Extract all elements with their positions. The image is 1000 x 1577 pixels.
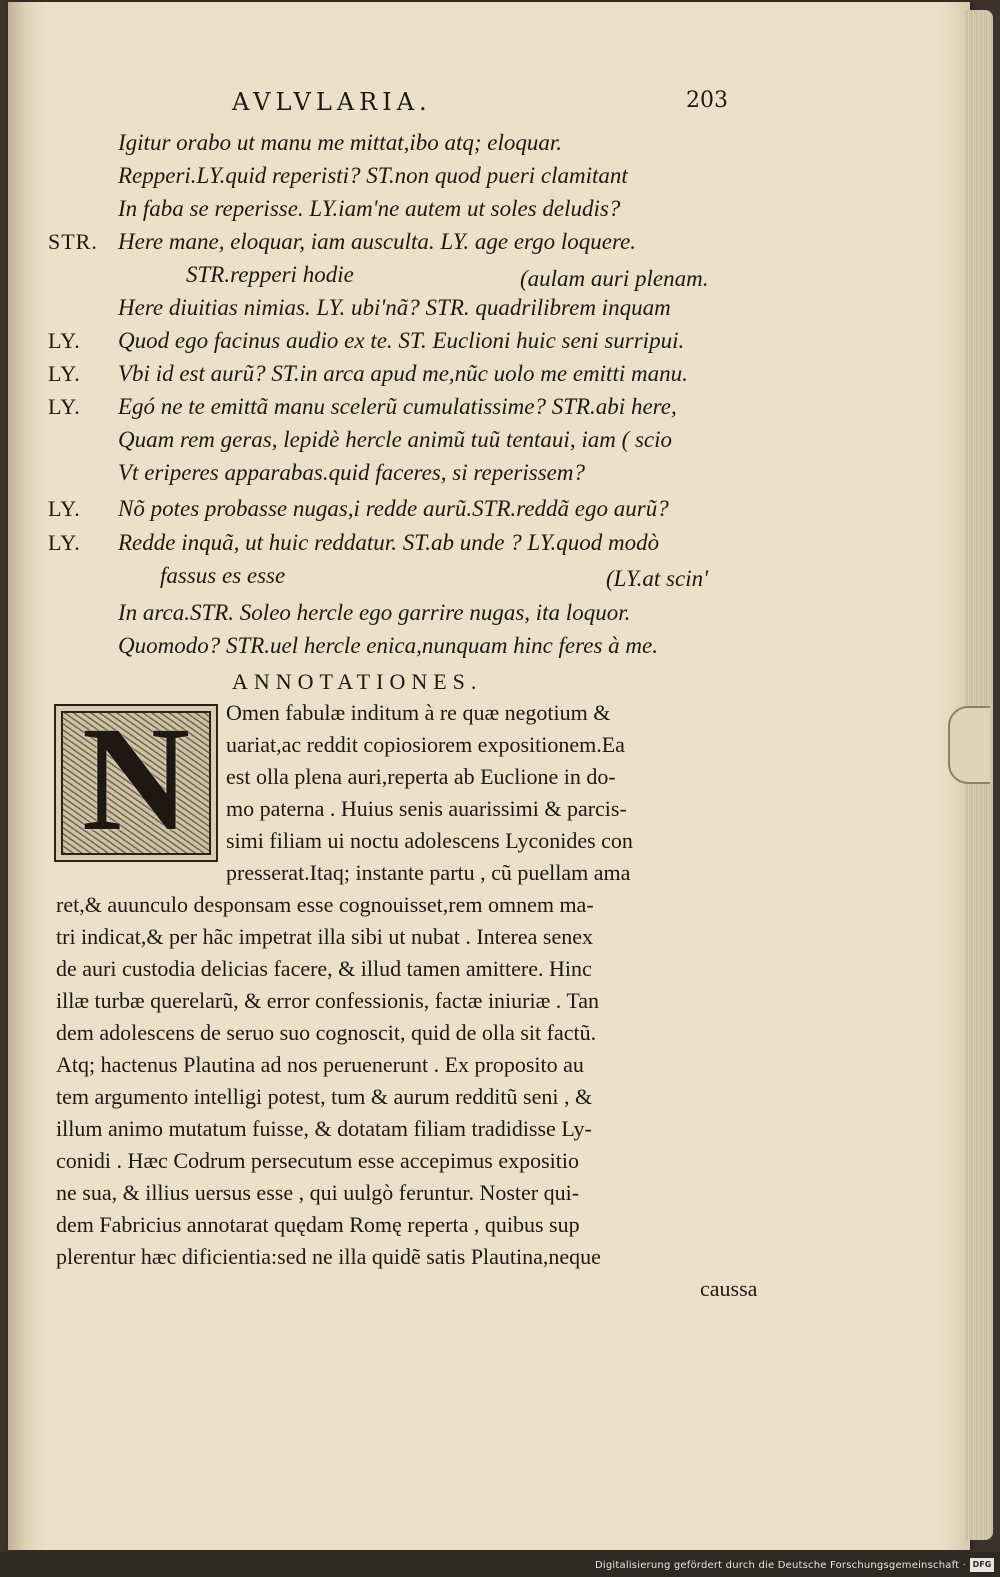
- running-title: AVLVLARIA.: [232, 88, 432, 116]
- dfg-logo: DFG: [970, 1558, 994, 1572]
- prose-line: illum animo mutatum fuisse, & dotatam filiam tradidisse Ly-: [56, 1116, 592, 1141]
- prose-line: conidi . Hæc Codrum persecutum esse accepimus expositio: [56, 1148, 579, 1173]
- funding-note: Digitalisierung gefördert durch die Deutsche Forschungsgemeinschaft ·: [595, 1560, 966, 1571]
- decorated-initial: [54, 696, 218, 862]
- prose-line: illæ turbæ querelarũ, & error confessionis, factæ iniuriæ . Tan: [56, 988, 600, 1013]
- prose-line: tem argumento intelligi potest, tum & aurum redditũ seni , &: [56, 1084, 593, 1109]
- prose-line: dem adolescens de seruo suo cognoscit, quid de olla sit factũ.: [56, 1020, 597, 1045]
- prose-line: Atq; hactenus Plautina ad nos peruenerunt . Ex proposito au: [56, 1052, 584, 1077]
- verse-line: Quomodo? STR.uel hercle enica,nunquam hinc feres à me.: [118, 633, 658, 658]
- verse-line: Vbi id est aurũ? ST.in arca apud me,nũc uolo me emitti manu.: [118, 361, 688, 386]
- verse-line: Redde inquã, ut huic reddatur. ST.ab unde ? LY.quod modò: [118, 530, 660, 555]
- speaker-label: LY.: [48, 530, 81, 555]
- prose-line: plerentur hæc dificientia:sed ne illa quidẽ satis Plautina,neque: [56, 1244, 601, 1269]
- prose-line: presserat.Itaq; instante partu , cũ puellam ama: [226, 860, 631, 885]
- verse-line: Igitur orabo ut manu me mittat,ibo atq; eloquar.: [118, 130, 563, 155]
- book-tab: [948, 706, 990, 784]
- annotations-heading: ANNOTATIONES.: [232, 669, 483, 694]
- verse-line: In arca.STR. Soleo hercle ego garrire nugas, ita loquor.: [118, 600, 631, 625]
- prose-line: simi filiam ui noctu adolescens Lyconides con: [226, 828, 633, 853]
- prose-line: ret,& auunculo desponsam esse cognouisset,rem omnem ma-: [56, 892, 594, 917]
- speaker-label: STR.: [48, 229, 98, 254]
- speaker-label: LY.: [48, 361, 81, 386]
- prose-line: tri indicat,& per hãc impetrat illa sibi ut nubat . Interea senex: [56, 924, 593, 949]
- verse-line: In faba se reperisse. LY.iam'ne autem ut soles deludis?: [118, 196, 621, 221]
- speaker-label: LY.: [48, 328, 81, 353]
- verse-line: fassus es esse: [160, 563, 286, 588]
- initial-letter: N: [81, 696, 191, 862]
- prose-line: est olla plena auri,reperta ab Euclione in do-: [226, 764, 616, 789]
- speaker-label: LY.: [48, 496, 81, 521]
- prose-line: uariat,ac reddit copiosiorem expositionem.Ea: [226, 732, 625, 757]
- prose-line: mo paterna . Huius senis auarissimi & parcis-: [226, 796, 627, 821]
- verse-line: Egó ne te emittã manu scelerũ cumulatissime? STR.abi here,: [118, 394, 677, 419]
- verse-line: Repperi.LY.quid reperisti? ST.non quod pueri clamitant: [118, 163, 628, 188]
- prose-line: de auri custodia delicias facere, & illud tamen amittere. Hinc: [56, 956, 592, 981]
- verse-line-tail: (aulam auri plenam.: [520, 266, 709, 291]
- page-number: 203: [686, 88, 728, 113]
- prose-line: Omen fabulæ inditum à re quæ negotium &: [226, 700, 611, 725]
- verse-line: Here mane, eloquar, iam ausculta. LY. age ergo loquere.: [118, 229, 637, 254]
- speaker-label: LY.: [48, 394, 81, 419]
- verse-line: Vt eriperes apparabas.quid faceres, si reperissem?: [118, 460, 585, 485]
- verse-line-tail: (LY.at scin': [606, 566, 709, 591]
- verse-line: Quam rem geras, lepidè hercle animũ tuũ tentaui, iam ( scio: [118, 427, 673, 452]
- verse-line: Here diuitias nimias. LY. ubi'nã? STR. quadrilibrem inquam: [118, 295, 671, 320]
- verse-line: Nõ potes probasse nugas,i redde aurũ.STR.reddã ego aurũ?: [118, 496, 669, 521]
- verse-line: Quod ego facinus audio ex te. ST. Euclioni huic seni surripui.: [118, 328, 685, 353]
- prose-line: ne sua, & illius uersus esse , qui uulgò feruntur. Noster qui-: [56, 1180, 580, 1205]
- prose-line: dem Fabricius annotarat quędam Romę reperta , quibus sup: [56, 1212, 580, 1237]
- verse-line: STR.repperi hodie: [186, 262, 354, 287]
- catchword: caussa: [700, 1276, 758, 1301]
